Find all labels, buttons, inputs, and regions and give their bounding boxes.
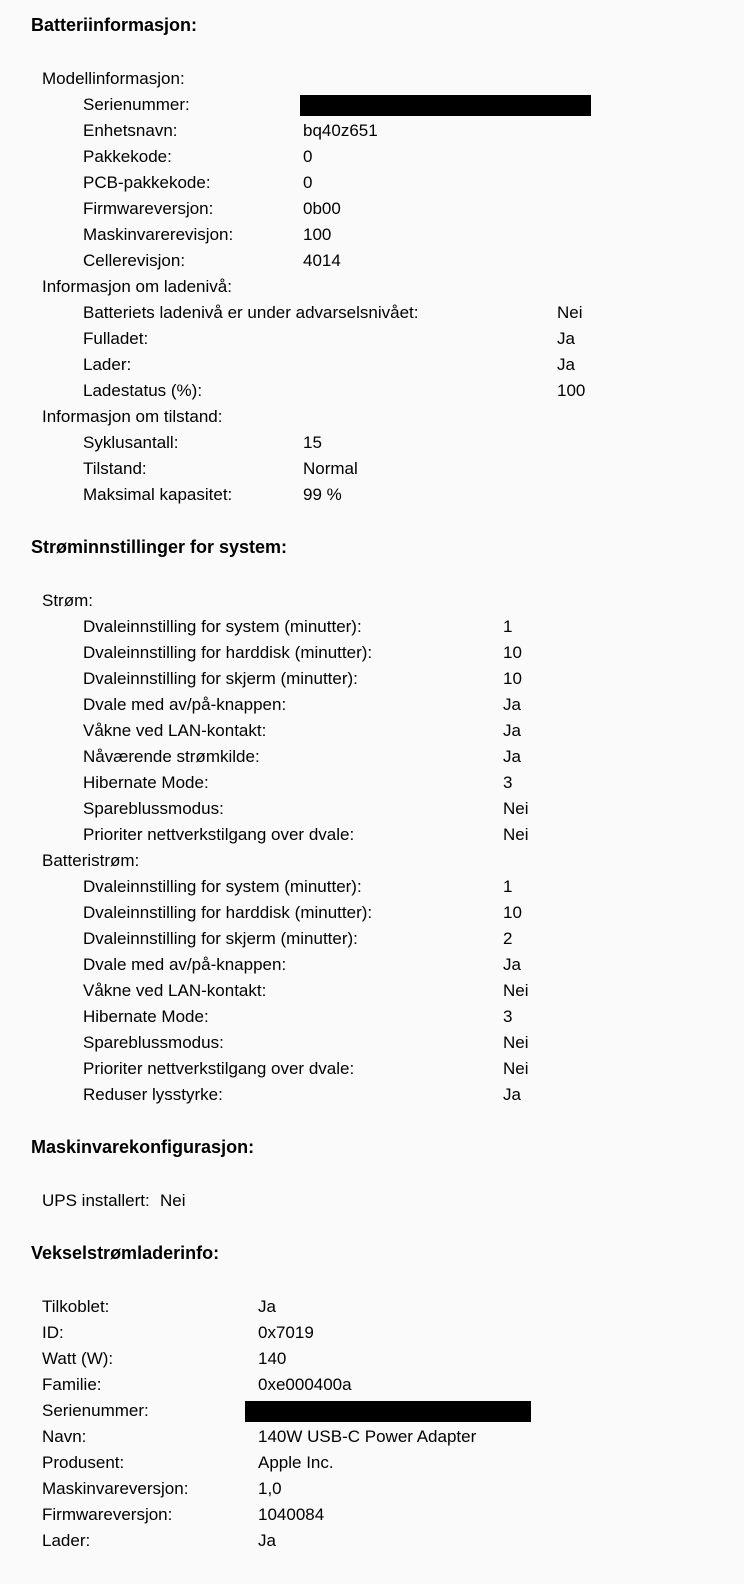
row-value: Nei — [503, 825, 529, 844]
row-value: 1 — [503, 877, 513, 896]
row-label: Nåværende strømkilde: — [83, 747, 260, 766]
row-label: Dvaleinnstilling for skjerm (minutter): — [83, 929, 358, 948]
row-label: Våkne ved LAN-kontakt: — [83, 981, 267, 1000]
info-row — [31, 456, 728, 482]
group-label: Informasjon om ladenivå: — [42, 277, 232, 296]
row-value: 100 — [303, 225, 332, 244]
info-row — [31, 692, 728, 718]
section-title: Maskinvarekonfigurasjon: — [31, 1137, 255, 1157]
info-row — [31, 1294, 728, 1320]
info-row — [31, 1346, 728, 1372]
row-label: Dvaleinnstilling for harddisk (minutter): — [83, 903, 373, 922]
info-row — [31, 718, 728, 744]
info-row — [31, 352, 728, 378]
row-value: 1 — [503, 617, 513, 636]
row-value: 3 — [503, 1007, 513, 1026]
info-row — [31, 1476, 728, 1502]
row-label: UPS installert: — [42, 1191, 150, 1210]
row-label: Dvaleinnstilling for system (minutter): — [83, 877, 362, 896]
row-label: Dvaleinnstilling for skjerm (minutter): — [83, 669, 358, 688]
info-row — [31, 796, 728, 822]
row-label: Hibernate Mode: — [83, 1007, 209, 1026]
info-row — [31, 170, 728, 196]
row-value: Ja — [258, 1531, 276, 1550]
info-row — [31, 952, 728, 978]
section-title: Batteriinformasjon: — [31, 15, 198, 35]
row-label: Maksimal kapasitet: — [83, 485, 233, 504]
info-row — [31, 326, 728, 352]
row-value: 10 — [503, 903, 522, 922]
row-label: Lader: — [42, 1531, 91, 1550]
group-charge-info — [31, 274, 728, 404]
row-value: 100 — [557, 381, 586, 400]
row-value: Ja — [503, 695, 521, 714]
row-value: Nei — [503, 1059, 529, 1078]
info-row — [31, 978, 728, 1004]
group-label: Modellinformasjon: — [42, 69, 185, 88]
row-value: 2 — [503, 929, 513, 948]
row-label: Serienummer: — [83, 95, 190, 114]
info-row — [31, 1424, 728, 1450]
row-label: Maskinvarerevisjon: — [83, 225, 234, 244]
group-ups — [31, 1188, 728, 1214]
row-value: Nei — [557, 303, 583, 322]
group-label: Strøm: — [42, 591, 93, 610]
group-ac-power — [31, 588, 728, 848]
row-label: Watt (W): — [42, 1349, 114, 1368]
row-label: Navn: — [42, 1427, 87, 1446]
row-label: Spareblussmodus: — [83, 799, 224, 818]
row-label: Hibernate Mode: — [83, 773, 209, 792]
info-row — [31, 900, 728, 926]
row-value: Normal — [303, 459, 358, 478]
section-battery-info — [31, 12, 728, 508]
info-row — [31, 248, 728, 274]
section-title: Vekselstrømladerinfo: — [31, 1243, 220, 1263]
info-row — [31, 874, 728, 900]
row-label: Fulladet: — [83, 329, 149, 348]
row-label: Dvale med av/på-knappen: — [83, 695, 287, 714]
row-value: Nei — [503, 799, 529, 818]
info-row — [31, 1030, 728, 1056]
section-hardware-config — [31, 1134, 728, 1214]
row-label: Maskinvareversjon: — [42, 1479, 189, 1498]
group-label: Batteristrøm: — [42, 851, 140, 870]
row-value: Nei — [503, 981, 529, 1000]
row-label: Syklusantall: — [83, 433, 179, 452]
info-row — [31, 1398, 728, 1424]
info-row — [31, 1004, 728, 1030]
row-label: Firmwareversjon: — [83, 199, 214, 218]
row-value: Ja — [503, 721, 521, 740]
row-value: 15 — [303, 433, 322, 452]
info-row — [31, 430, 728, 456]
row-label: Enhetsnavn: — [83, 121, 178, 140]
row-label: Familie: — [42, 1375, 102, 1394]
row-value: Nei — [160, 1191, 186, 1210]
group-battery-power — [31, 848, 728, 1108]
row-value: Ja — [557, 355, 575, 374]
row-value: 1,0 — [258, 1479, 282, 1498]
row-label: Dvaleinnstilling for system (minutter): — [83, 617, 362, 636]
row-label: PCB-pakkekode: — [83, 173, 211, 192]
info-row — [31, 770, 728, 796]
row-label: Dvaleinnstilling for harddisk (minutter): — [83, 643, 373, 662]
row-label: Dvale med av/på-knappen: — [83, 955, 287, 974]
row-value: 4014 — [303, 251, 341, 270]
info-row — [31, 614, 728, 640]
row-label: Batteriets ladenivå er under advarselsnivået: — [83, 303, 419, 322]
row-label: Spareblussmodus: — [83, 1033, 224, 1052]
row-label: ID: — [42, 1323, 64, 1342]
row-label: Pakkekode: — [83, 147, 172, 166]
row-label: Ladestatus (%): — [83, 381, 203, 400]
info-row — [31, 482, 728, 508]
row-value: 0xe000400a — [258, 1375, 352, 1394]
info-row — [31, 1082, 728, 1108]
group-model-info — [31, 66, 728, 274]
row-value: Apple Inc. — [258, 1453, 334, 1472]
info-row — [31, 196, 728, 222]
info-row — [31, 144, 728, 170]
row-value: 99 % — [303, 485, 342, 504]
info-row — [31, 1502, 728, 1528]
info-row — [31, 822, 728, 848]
row-label: Lader: — [83, 355, 132, 374]
info-row — [31, 1056, 728, 1082]
group-label: Informasjon om tilstand: — [42, 407, 223, 426]
section-power-settings — [31, 534, 728, 1108]
info-row — [31, 926, 728, 952]
row-value: bq40z651 — [303, 121, 378, 140]
info-row — [31, 640, 728, 666]
row-label: Produsent: — [42, 1453, 125, 1472]
row-value: 3 — [503, 773, 513, 792]
row-value: Ja — [503, 955, 521, 974]
group-health-info — [31, 404, 728, 508]
row-value: 140W USB-C Power Adapter — [258, 1427, 477, 1446]
row-label: Tilkoblet: — [42, 1297, 110, 1316]
row-label: Serienummer: — [42, 1401, 149, 1420]
row-label: Våkne ved LAN-kontakt: — [83, 721, 267, 740]
row-value: Ja — [258, 1297, 276, 1316]
row-value: 10 — [503, 643, 522, 662]
row-value: 0 — [303, 173, 313, 192]
row-value: Ja — [557, 329, 575, 348]
info-row — [31, 1320, 728, 1346]
row-value: 0x7019 — [258, 1323, 314, 1342]
row-label: Firmwareversjon: — [42, 1505, 173, 1524]
row-value: 0b00 — [303, 199, 341, 218]
redacted-serial-bar — [245, 1401, 531, 1422]
info-row — [31, 118, 728, 144]
info-row — [31, 1450, 728, 1476]
row-label: Prioriter nettverkstilgang over dvale: — [83, 825, 355, 844]
info-row — [31, 378, 728, 404]
info-row — [31, 92, 728, 118]
info-row — [31, 1188, 728, 1214]
row-value: 140 — [258, 1349, 287, 1368]
section-title: Strøminnstillinger for system: — [31, 537, 288, 557]
row-label: Reduser lysstyrke: — [83, 1085, 223, 1104]
row-value: 10 — [503, 669, 522, 688]
section-ac-charger-info — [31, 1240, 728, 1554]
info-row — [31, 300, 728, 326]
row-value: 1040084 — [258, 1505, 325, 1524]
info-row — [31, 222, 728, 248]
row-label: Prioriter nettverkstilgang over dvale: — [83, 1059, 355, 1078]
row-value: 0 — [303, 147, 313, 166]
row-label: Tilstand: — [83, 459, 147, 478]
info-row — [31, 666, 728, 692]
row-value: Ja — [503, 747, 521, 766]
group-ac-charger — [31, 1294, 728, 1554]
redacted-serial-bar — [300, 95, 591, 116]
row-value: Nei — [503, 1033, 529, 1052]
row-label: Cellerevisjon: — [83, 251, 186, 270]
info-row — [31, 1372, 728, 1398]
info-row — [31, 744, 728, 770]
info-row — [31, 1528, 728, 1554]
row-value: Ja — [503, 1085, 521, 1104]
